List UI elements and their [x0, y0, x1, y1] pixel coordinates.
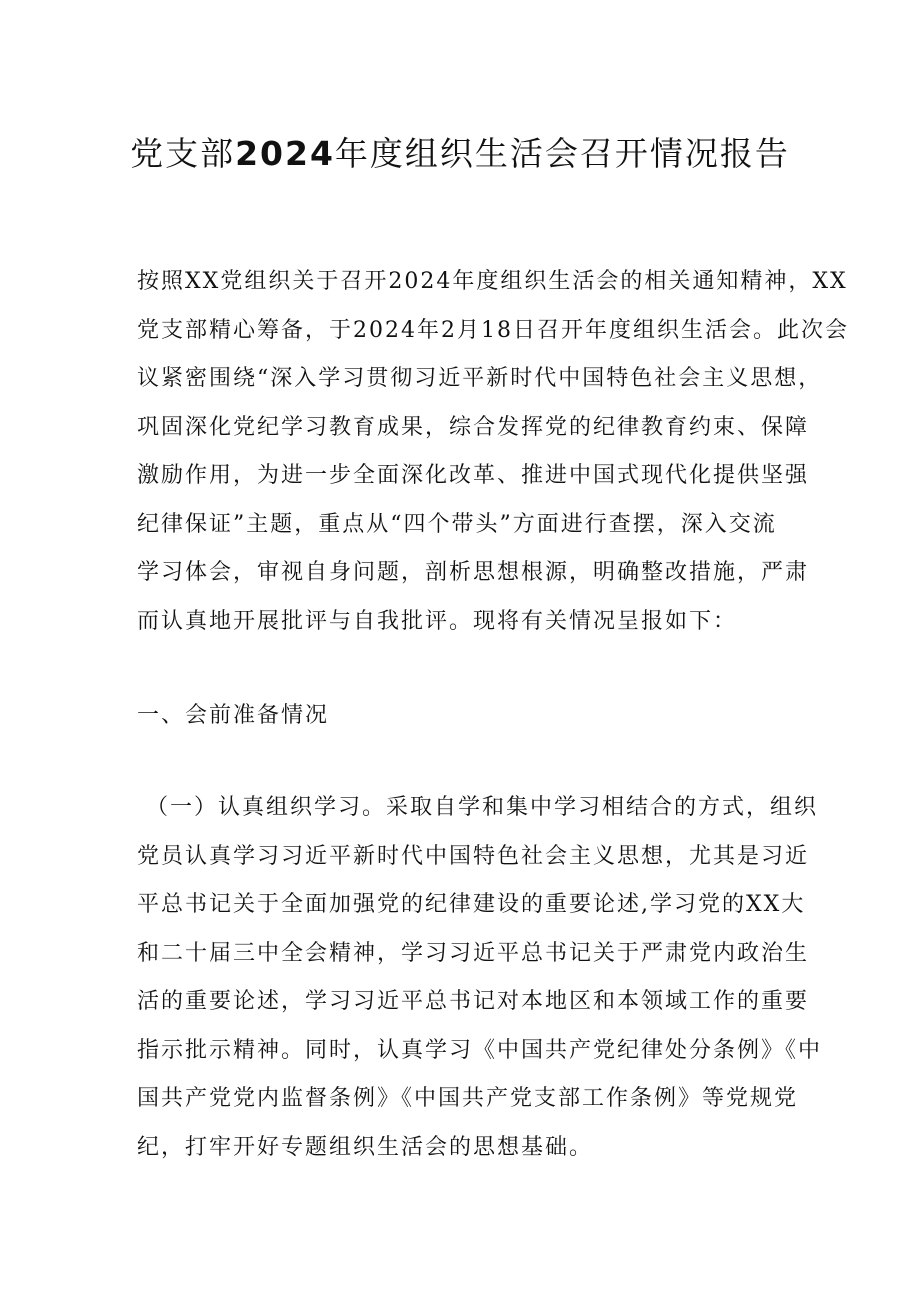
paragraph-line: 而认真地开展批评与自我批评。现将有关情况呈报如下：	[137, 608, 738, 634]
paragraph-line: 指示批示精神。同时，认真学习《中国共产党纪律处分条例》《中	[137, 1037, 823, 1063]
section-heading	[137, 692, 797, 741]
intro-paragraph	[137, 258, 849, 646]
paragraph-line: 活的重要论述，学习习近平总书记对本地区和本领域工作的重要	[137, 989, 810, 1014]
paragraph-line: 议紧密围绕“深入学习贯彻习近平新时代中国特色社会主义思想，	[137, 366, 823, 391]
paragraph-line: 纪律保证”主题，重点从“四个带头”方面进行查摆，深入交流	[137, 511, 777, 537]
section-heading-text: 一、会前准备情况	[137, 703, 330, 728]
paragraph-line: 按照XX党组织关于召开2024年度组织生活会的相关通知精神，XX	[137, 269, 848, 294]
title-year: 2024	[235, 134, 335, 173]
paragraph-line: 学习体会，审视自身问题，剖析思想根源，明确整改措施，严肃	[137, 560, 810, 585]
paragraph-line: 巩固深化党纪学习教育成果，综合发挥党的纪律教育约束、保障	[137, 414, 810, 440]
document-title	[0, 130, 920, 178]
title-suffix: 年度组织生活会召开情况报告	[334, 134, 790, 173]
paragraph-line: 和二十届三中全会精神，学习习近平总书记关于严肃党内政治生	[137, 940, 810, 966]
title-prefix: 党支部	[130, 134, 236, 173]
paragraph-line: 国共产党党内监督条例》《中国共产党支部工作条例》等党规党	[137, 1086, 799, 1111]
study-paragraph	[137, 784, 823, 1172]
paragraph-line: （一）认真组织学习。采取自学和集中学习相结合的方式，组织	[146, 795, 819, 820]
paragraph-line: 党支部精心筹备，于2024年2月18日召开年度组织生活会。此次会	[137, 317, 849, 343]
paragraph-line: 纪，打牢开好专题组织生活会的思想基础。	[137, 1134, 594, 1160]
paragraph-line: 激励作用，为进一步全面深化改革、推进中国式现代化提供坚强	[137, 463, 810, 488]
paragraph-line: 党员认真学习习近平新时代中国特色社会主义思想，尤其是习近	[137, 843, 810, 869]
paragraph-line: 平总书记关于全面加强党的纪律建设的重要论述,学习党的XX大	[137, 892, 806, 917]
